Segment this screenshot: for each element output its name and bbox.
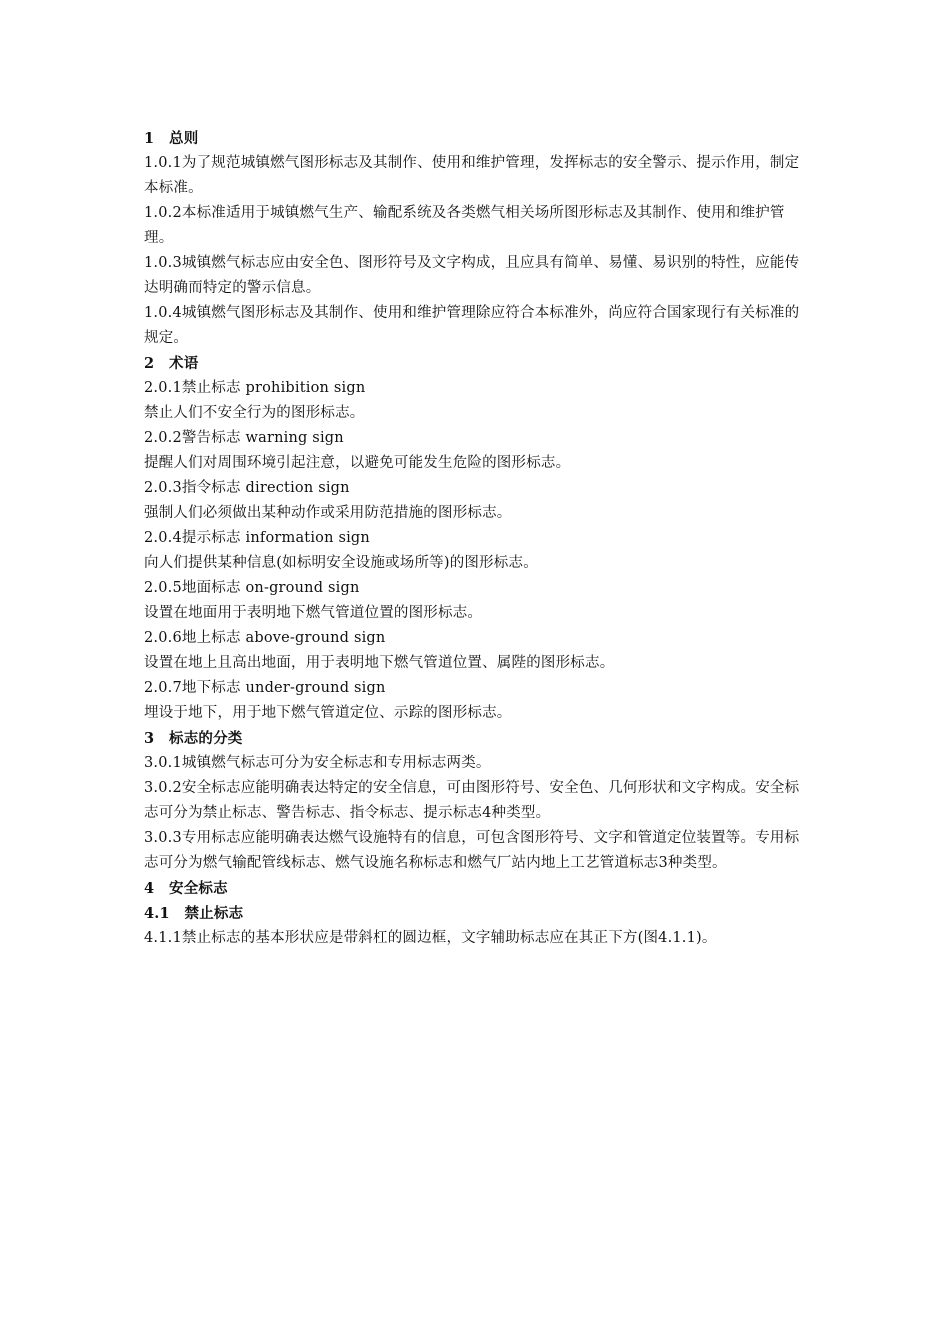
definition-2-0-4: 向人们提供某种信息(如标明安全设施或场所等)的图形标志。: [144, 555, 538, 571]
section-heading-general: 1 总则: [144, 130, 199, 147]
clause-3-0-1: 3.0.1城镇燃气标志可分为安全标志和专用标志两类。: [144, 755, 491, 771]
section-heading-terms: 2 术语: [144, 355, 199, 372]
document-body: [144, 126, 804, 951]
subsection-heading-prohibition-signs: 4.1 禁止标志: [144, 905, 244, 922]
section-heading-safety-signs: 4 安全标志: [144, 880, 228, 897]
term-2-0-5: 2.0.5地面标志 on-ground sign: [144, 580, 360, 596]
term-2-0-4: 2.0.4提示标志 information sign: [144, 530, 370, 546]
term-2-0-2: 2.0.2警告标志 warning sign: [144, 430, 344, 446]
clause-1-0-3: 1.0.3城镇燃气标志应由安全色、图形符号及文字构成，且应具有简单、易懂、易识别的特性，应能传达明确而特定的警示信息。: [144, 255, 800, 296]
term-2-0-3: 2.0.3指令标志 direction sign: [144, 480, 350, 496]
definition-2-0-1: 禁止人们不安全行为的图形标志。: [144, 405, 365, 421]
term-2-0-7: 2.0.7地下标志 under-ground sign: [144, 680, 386, 696]
clause-3-0-3: 3.0.3专用标志应能明确表达燃气设施特有的信息，可包含图形符号、文字和管道定位装置等。专用标志可分为燃气输配管线标志、燃气设施名称标志和燃气厂站内地上工艺管道标志3种类型。: [144, 830, 800, 871]
definition-2-0-3: 强制人们必须做出某种动作或采用防范措施的图形标志。: [144, 505, 512, 521]
clause-4-1-1: 4.1.1禁止标志的基本形状应是带斜杠的圆边框，文字辅助标志应在其正下方(图4.1.1)。: [144, 930, 717, 946]
definition-2-0-5: 设置在地面用于表明地下燃气管道位置的图形标志。: [144, 605, 483, 621]
section-heading-classification: 3 标志的分类: [144, 730, 243, 747]
clause-1-0-2: 1.0.2本标准适用于城镇燃气生产、输配系统及各类燃气相关场所图形标志及其制作、使用和维护管理。: [144, 205, 785, 246]
definition-2-0-7: 埋设于地下，用于地下燃气管道定位、示踪的图形标志。: [144, 705, 512, 721]
definition-2-0-2: 提醒人们对周围环境引起注意，以避免可能发生危险的图形标志。: [144, 455, 571, 471]
clause-1-0-1: 1.0.1为了规范城镇燃气图形标志及其制作、使用和维护管理，发挥标志的安全警示、提示作用，制定本标准。: [144, 155, 800, 196]
definition-2-0-6: 设置在地上且高出地面，用于表明地下燃气管道位置、属陛的图形标志。: [144, 655, 615, 671]
term-2-0-1: 2.0.1禁止标志 prohibition sign: [144, 380, 366, 396]
term-2-0-6: 2.0.6地上标志 above-ground sign: [144, 630, 386, 646]
clause-3-0-2: 3.0.2安全标志应能明确表达特定的安全信息，可由图形符号、安全色、几何形状和文字构成。安全标志可分为禁止标志、警告标志、指令标志、提示标志4种类型。: [144, 780, 800, 821]
clause-1-0-4: 1.0.4城镇燃气图形标志及其制作、使用和维护管理除应符合本标准外，尚应符合国家现行有关标准的规定。: [144, 305, 800, 346]
